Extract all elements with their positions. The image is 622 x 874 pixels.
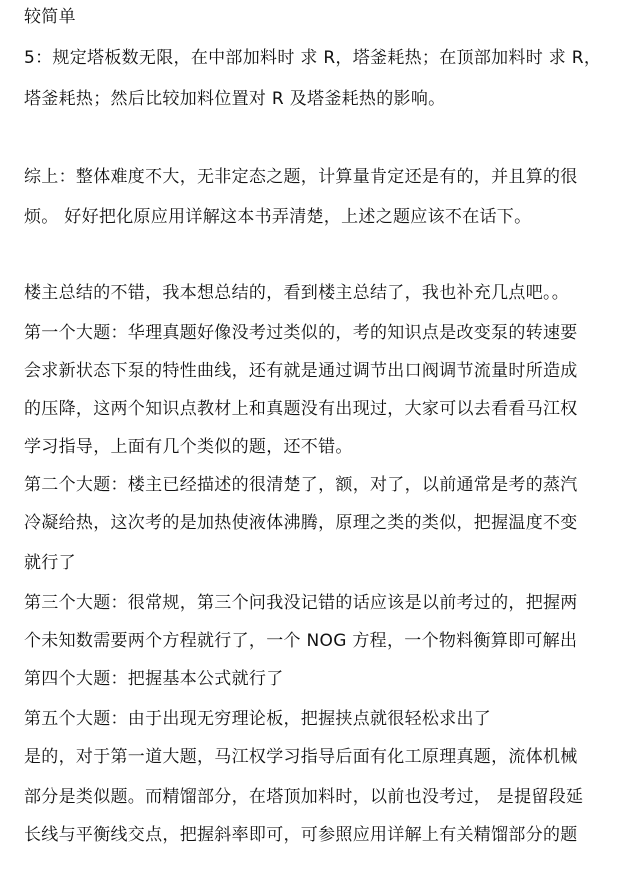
text-line: 较简单 — [24, 7, 76, 27]
text-line: 第二个大题：楼主已经描述的很清楚了，额，对了，以前通常是考的蒸汽 — [24, 475, 578, 495]
text-line: 第四个大题：把握基本公式就行了 — [24, 669, 284, 689]
text-line: 是的，对于第一道大题，马江权学习指导后面有化工原理真题，流体机械 — [24, 747, 578, 767]
text-line: 第三个大题：很常规，第三个问我没记错的话应该是以前考过的，把握两 — [24, 593, 578, 613]
text-line: 烦。 好好把化原应用详解这本书弄清楚，上述之题应该不在话下。 — [24, 207, 532, 227]
text-line: 学习指导，上面有几个类似的题，还不错。 — [24, 437, 353, 457]
text-line: 就行了 — [24, 553, 76, 573]
text-line: 楼主总结的不错，我本想总结的，看到楼主总结了，我也补充几点吧。。 — [24, 283, 570, 303]
text-line: 5：规定塔板数无限，在中部加料时 求 R，塔釜耗热；在顶部加料时 求 R， — [24, 48, 602, 68]
text-line: 部分是类似题。而精馏部分，在塔顶加料时，以前也没考过， 是提留段延 — [24, 787, 584, 807]
text-line: 会求新状态下泵的特性曲线，还有就是通过调节出口阀调节流量时所造成 — [24, 361, 578, 381]
text-line: 冷凝给热，这次考的是加热使液体沸腾，原理之类的类似，把握温度不变 — [24, 513, 578, 533]
text-line: 长线与平衡线交点，把握斜率即可，可参照应用详解上有关精馏部分的题 — [24, 825, 578, 845]
text-line: 第一个大题：华理真题好像没考过类似的，考的知识点是改变泵的转速要 — [24, 323, 578, 343]
text-line: 塔釜耗热；然后比较加料位置对 R 及塔釜耗热的影响。 — [24, 89, 446, 109]
text-line: 个未知数需要两个方程就行了，一个 NOG 方程，一个物料衡算即可解出 — [24, 631, 578, 651]
text-line: 第五个大题：由于出现无穷理论板，把握挟点就很轻松求出了 — [24, 709, 492, 729]
text-line: 综上：整体难度不大，无非定态之题，计算量肯定还是有的，并且算的很 — [24, 167, 578, 187]
text-line: 的压降，这两个知识点教材上和真题没有出现过，大家可以去看看马江权 — [24, 399, 578, 419]
